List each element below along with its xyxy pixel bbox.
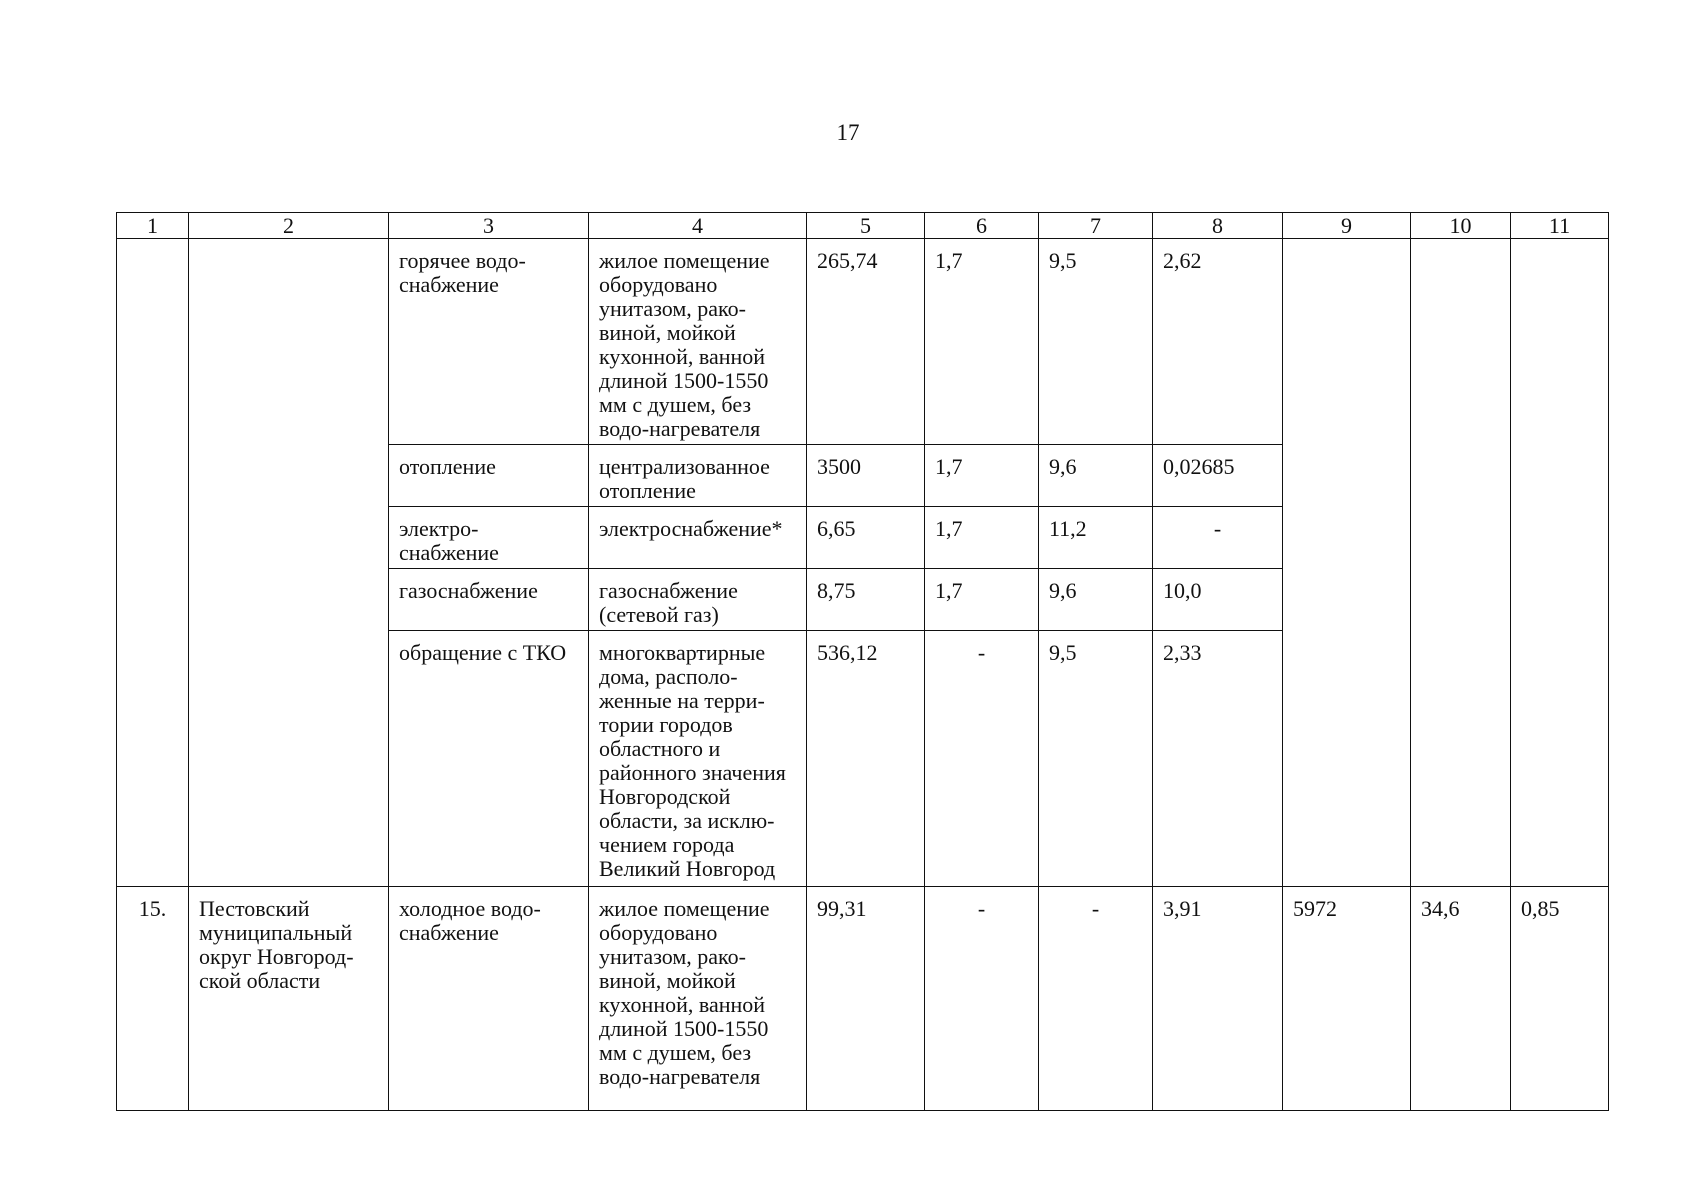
- column-header: 2: [189, 213, 389, 239]
- description-cell: многоквартирные дома, располо-женные на терри-тории городов областного и районного значения Новгородской области, за исклю-чением города Великий Новгород: [589, 631, 807, 887]
- column-header: 7: [1039, 213, 1153, 239]
- value-cell: 11,2: [1039, 507, 1153, 569]
- empty-value-cell: [1511, 239, 1609, 887]
- value-cell: 2,33: [1153, 631, 1283, 887]
- value-cell: -: [1039, 887, 1153, 1111]
- tariff-table: [116, 212, 1609, 1111]
- value-cell: 99,31: [807, 887, 925, 1111]
- column-header: 5: [807, 213, 925, 239]
- value-cell: 1,7: [925, 239, 1039, 445]
- value-cell: 9,6: [1039, 445, 1153, 507]
- service-cell: обращение с ТКО: [389, 631, 589, 887]
- service-cell: холодное водо- снабжение: [389, 887, 589, 1111]
- table-row-entry-15: [117, 887, 1609, 1111]
- value-cell: 5972: [1283, 887, 1411, 1111]
- column-header: 4: [589, 213, 807, 239]
- column-header: 3: [389, 213, 589, 239]
- value-cell: 34,6: [1411, 887, 1511, 1111]
- value-cell: 9,5: [1039, 631, 1153, 887]
- value-cell: 1,7: [925, 569, 1039, 631]
- empty-value-cell: [1411, 239, 1511, 887]
- value-cell: 9,5: [1039, 239, 1153, 445]
- value-cell: 10,0: [1153, 569, 1283, 631]
- value-cell: -: [925, 631, 1039, 887]
- value-cell: 1,7: [925, 445, 1039, 507]
- value-cell: 0,85: [1511, 887, 1609, 1111]
- column-header: 8: [1153, 213, 1283, 239]
- description-cell: жилое помещение оборудовано унитазом, рако-виной, мойкой кухонной, ванной длиной 1500-1550 мм с душем, без водо-нагревателя: [589, 887, 807, 1111]
- value-cell: 6,65: [807, 507, 925, 569]
- value-cell: 3500: [807, 445, 925, 507]
- page-number: 17: [836, 120, 860, 145]
- service-cell: отопление: [389, 445, 589, 507]
- municipality-cell: Пестовский муниципальный округ Новгород-ской области: [189, 887, 389, 1111]
- column-header: 1: [117, 213, 189, 239]
- value-cell: -: [1153, 507, 1283, 569]
- column-header: 6: [925, 213, 1039, 239]
- column-number-row: [117, 213, 1609, 239]
- column-header: 11: [1511, 213, 1609, 239]
- value-cell: 536,12: [807, 631, 925, 887]
- description-cell: газоснабжение (сетевой газ): [589, 569, 807, 631]
- service-cell: горячее водо- снабжение: [389, 239, 589, 445]
- service-cell: газоснабжение: [389, 569, 589, 631]
- value-cell: 3,91: [1153, 887, 1283, 1111]
- entry-number: 15.: [117, 887, 189, 1111]
- value-cell: 2,62: [1153, 239, 1283, 445]
- value-cell: -: [925, 887, 1039, 1111]
- empty-value-cell: [1283, 239, 1411, 887]
- value-cell: 265,74: [807, 239, 925, 445]
- column-header: 10: [1411, 213, 1511, 239]
- empty-municipality-cell: [189, 239, 389, 887]
- description-cell: централизованное отопление: [589, 445, 807, 507]
- table-row: [117, 239, 1609, 445]
- value-cell: 9,6: [1039, 569, 1153, 631]
- column-header: 9: [1283, 213, 1411, 239]
- description-cell: электроснабжение*: [589, 507, 807, 569]
- empty-number-cell: [117, 239, 189, 887]
- value-cell: 1,7: [925, 507, 1039, 569]
- service-cell: электро- снабжение: [389, 507, 589, 569]
- value-cell: 8,75: [807, 569, 925, 631]
- value-cell: 0,02685: [1153, 445, 1283, 507]
- description-cell: жилое помещение оборудовано унитазом, рако-виной, мойкой кухонной, ванной длиной 1500-1550 мм с душем, без водо-нагревателя: [589, 239, 807, 445]
